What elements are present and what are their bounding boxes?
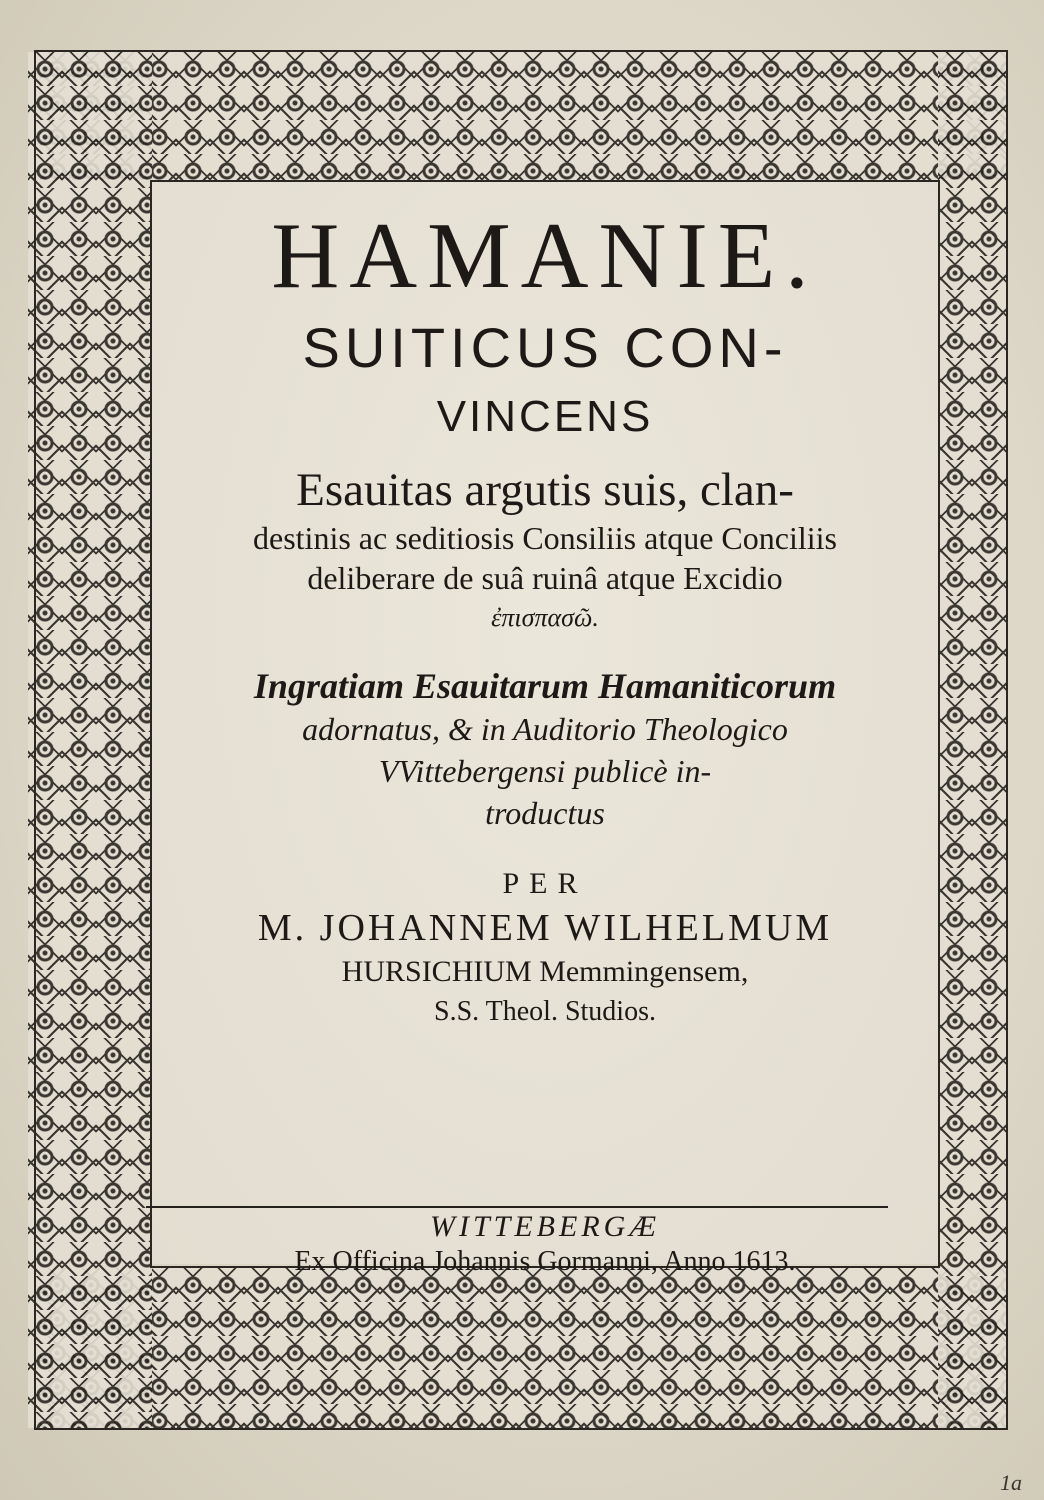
subtitle-greek: ἐπισπασῶ. — [491, 603, 599, 632]
title-line-2: SUITICUS CON- — [302, 316, 788, 379]
imprint-city: WITTEBERGÆ — [430, 1210, 660, 1243]
title-line-1: HAMANIE. — [271, 204, 819, 308]
author-name: M. JOHANNEM WILHELMUM — [257, 907, 833, 949]
subtitle-line-3: deliberare de suâ ruinâ atque Excidio — [307, 560, 783, 596]
subtitle-line-2: destinis ac seditiosis Consiliis atque Conciliis — [253, 520, 837, 556]
imprint-press: Ex Officina Johannis Gormanni, Anno 1613. — [294, 1246, 796, 1277]
dedication-line-1: Ingratiam Esauitarum Hamaniticorum — [253, 666, 837, 706]
subtitle-line-1: Esauitas argutis suis, clan- — [296, 464, 794, 516]
dedication-line-4: troductus — [485, 795, 605, 831]
dedication-line-2: adornatus, & in Auditorio Theologico — [302, 711, 788, 747]
author-surname: HURSICHIUM Memmingensem, — [341, 955, 749, 988]
title-block — [152, 200, 938, 1032]
title-line-3: VINCENS — [436, 392, 654, 441]
folio-mark: 1a — [1000, 1470, 1022, 1495]
author-per: PER — [502, 867, 588, 900]
imprint — [152, 1210, 938, 1280]
imprint-rule — [146, 1206, 888, 1208]
author-role: S.S. Theol. Studios. — [434, 996, 656, 1027]
dedication-line-3: VVittebergensi publicè in- — [378, 753, 712, 789]
